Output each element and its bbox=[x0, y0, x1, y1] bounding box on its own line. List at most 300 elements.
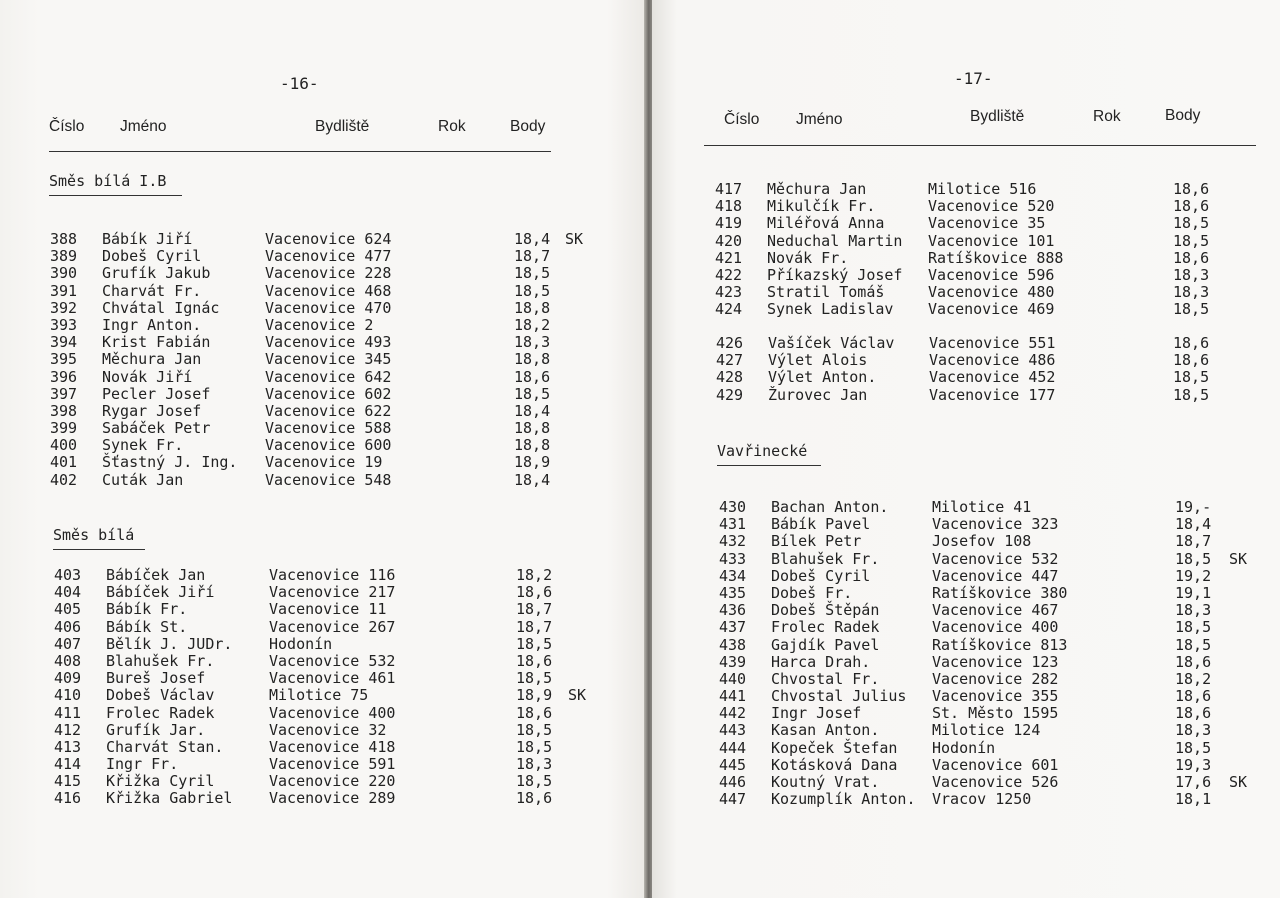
entry-points: 18,3 bbox=[514, 333, 551, 352]
entry-residence: Vracov 1250 bbox=[932, 790, 1032, 809]
entry-residence: Vacenovice 596 bbox=[928, 265, 1055, 284]
entry-number: 438 bbox=[719, 635, 747, 654]
header-points: Body bbox=[1165, 107, 1201, 124]
entry-points: 18,3 bbox=[1175, 601, 1212, 620]
entry-name: Synek Fr. bbox=[102, 436, 184, 455]
entry-points: 18,5 bbox=[516, 669, 553, 688]
table-row bbox=[715, 301, 1275, 318]
entry-number: 426 bbox=[716, 334, 744, 352]
entry-points: 18,5 bbox=[1175, 549, 1212, 568]
entry-list bbox=[50, 231, 610, 489]
entry-points: 18,6 bbox=[1173, 334, 1210, 352]
table-row bbox=[50, 454, 610, 471]
entry-residence: Vacenovice 123 bbox=[932, 652, 1059, 671]
table-row bbox=[719, 551, 1279, 568]
header-residence: Bydliště bbox=[315, 118, 370, 135]
entry-name: Charvát Fr. bbox=[102, 281, 202, 300]
entry-number: 408 bbox=[54, 651, 82, 670]
page-number: -16- bbox=[280, 74, 319, 93]
table-row bbox=[719, 688, 1279, 705]
entry-residence: Vacenovice 526 bbox=[932, 773, 1059, 791]
right-page bbox=[652, 0, 1280, 898]
entry-points: 18,9 bbox=[516, 686, 553, 705]
entry-number: 439 bbox=[719, 652, 747, 671]
table-row bbox=[715, 233, 1275, 250]
entry-name: Harca Drah. bbox=[771, 652, 871, 671]
table-row bbox=[50, 351, 610, 368]
entry-residence: Josefov 108 bbox=[932, 532, 1032, 551]
entry-number: 413 bbox=[54, 737, 82, 756]
entry-points: 18,3 bbox=[1173, 265, 1210, 284]
entry-points: 18,2 bbox=[514, 315, 551, 334]
entry-residence: Ratíškovice 813 bbox=[932, 635, 1068, 654]
entry-name: Bábíček Jan bbox=[106, 566, 206, 584]
entry-residence: Vacenovice 469 bbox=[928, 300, 1055, 319]
entry-residence: Hodonín bbox=[932, 738, 996, 757]
entry-name: Krist Fabián bbox=[102, 333, 211, 352]
entry-name: Vašíček Václav bbox=[768, 334, 895, 352]
entry-name: Výlet Anton. bbox=[768, 368, 877, 387]
entry-residence: Vacenovice 532 bbox=[269, 651, 396, 670]
entry-name: Grufík Jar. bbox=[106, 720, 206, 739]
entry-points: 18,4 bbox=[514, 470, 551, 489]
entry-number: 418 bbox=[715, 197, 743, 216]
entry-points: 18,3 bbox=[1173, 283, 1210, 302]
entry-residence: Vacenovice 355 bbox=[932, 687, 1059, 706]
table-row bbox=[719, 516, 1279, 533]
entry-name: Bábík Jiří bbox=[102, 230, 193, 248]
entry-name: Bábík Pavel bbox=[771, 515, 871, 534]
entry-number: 429 bbox=[716, 385, 744, 404]
entry-residence: Vacenovice 217 bbox=[269, 583, 396, 602]
entry-number: 423 bbox=[715, 283, 743, 302]
entry-name: Novák Jiří bbox=[102, 367, 193, 386]
entry-points: 18,6 bbox=[1175, 687, 1212, 706]
table-row bbox=[54, 687, 614, 704]
entry-number: 444 bbox=[719, 738, 747, 757]
entry-residence: Vacenovice 588 bbox=[265, 419, 392, 438]
entry-residence: Vacenovice 591 bbox=[269, 755, 396, 774]
entry-number: 409 bbox=[54, 669, 82, 688]
header-residence: Bydliště bbox=[970, 108, 1025, 125]
entry-points: 17,6 bbox=[1175, 773, 1212, 791]
entry-points: 18,7 bbox=[514, 247, 551, 266]
entry-residence: Vacenovice 452 bbox=[929, 368, 1056, 387]
section-rule bbox=[53, 549, 145, 550]
entry-number: 399 bbox=[50, 419, 78, 438]
table-row bbox=[719, 705, 1279, 722]
entry-number: 447 bbox=[719, 790, 747, 809]
entry-name: Bureš Josef bbox=[106, 669, 206, 688]
entry-name: Dobeš Václav bbox=[106, 686, 215, 705]
entry-name: Šťastný J. Ing. bbox=[102, 453, 238, 472]
entry-number: 420 bbox=[715, 231, 743, 250]
table-row bbox=[50, 283, 610, 300]
entry-note: SK bbox=[1229, 549, 1248, 568]
entry-name: Kotásková Dana bbox=[771, 755, 898, 774]
entry-points: 18,6 bbox=[1173, 351, 1210, 370]
entry-points: 18,9 bbox=[514, 453, 551, 472]
entry-residence: Vacenovice 548 bbox=[265, 470, 392, 489]
entry-name: Synek Ladislav bbox=[767, 300, 894, 319]
table-row bbox=[719, 740, 1279, 757]
entry-points: 18,5 bbox=[1173, 300, 1210, 319]
table-row bbox=[50, 231, 610, 248]
entry-name: Dobeš Cyril bbox=[102, 247, 202, 266]
entry-name: Blahušek Fr. bbox=[106, 651, 215, 670]
header-year: Rok bbox=[1093, 108, 1121, 125]
entry-number: 437 bbox=[719, 618, 747, 637]
header-number: Číslo bbox=[49, 118, 85, 135]
entry-points: 18,5 bbox=[514, 264, 551, 283]
header-number: Číslo bbox=[724, 111, 760, 128]
entry-name: Pecler Josef bbox=[102, 384, 211, 403]
entry-name: Blahušek Fr. bbox=[771, 549, 880, 568]
entry-points: 18,4 bbox=[1175, 515, 1212, 534]
section-rule bbox=[717, 465, 821, 466]
entry-residence: Vacenovice 220 bbox=[269, 772, 396, 791]
entry-note: SK bbox=[1229, 773, 1248, 791]
entry-name: Charvát Stan. bbox=[106, 737, 224, 756]
entry-residence: Vacenovice 35 bbox=[928, 214, 1046, 233]
entry-name: Bachan Anton. bbox=[771, 498, 889, 516]
entry-residence: Vacenovice 400 bbox=[932, 618, 1059, 637]
entry-residence: Milotice 516 bbox=[928, 180, 1037, 198]
table-row bbox=[54, 756, 614, 773]
table-row bbox=[715, 250, 1275, 267]
entry-points: 18,4 bbox=[514, 401, 551, 420]
entry-name: Mikulčík Fr. bbox=[767, 197, 876, 216]
entry-number: 417 bbox=[715, 180, 743, 198]
entry-name: Kopeček Štefan bbox=[771, 738, 898, 757]
entry-residence: Vacenovice 289 bbox=[269, 789, 396, 808]
entry-name: Dobeš Štěpán bbox=[771, 601, 880, 620]
entry-points: 18,5 bbox=[1175, 738, 1212, 757]
entry-residence: Vacenovice 228 bbox=[265, 264, 392, 283]
entry-points: 18,2 bbox=[1175, 669, 1212, 688]
entry-number: 434 bbox=[719, 566, 747, 585]
table-row bbox=[719, 791, 1279, 808]
table-row bbox=[54, 619, 614, 636]
entry-residence: Vacenovice 447 bbox=[932, 566, 1059, 585]
entry-name: Bábík St. bbox=[106, 617, 188, 636]
table-row bbox=[54, 584, 614, 601]
entry-points: 18,3 bbox=[516, 755, 553, 774]
entry-points: 18,5 bbox=[516, 720, 553, 739]
entry-name: Křižka Cyril bbox=[106, 772, 215, 791]
entry-points: 18,5 bbox=[516, 737, 553, 756]
entry-residence: Vacenovice 101 bbox=[928, 231, 1055, 250]
entry-residence: Vacenovice 32 bbox=[269, 720, 387, 739]
entry-list bbox=[716, 335, 1276, 404]
table-row bbox=[719, 637, 1279, 654]
entry-points: 18,7 bbox=[1175, 532, 1212, 551]
entry-residence: Vacenovice 418 bbox=[269, 737, 396, 756]
entry-name: Frolec Radek bbox=[106, 703, 215, 722]
entry-number: 395 bbox=[50, 350, 78, 369]
table-row bbox=[719, 654, 1279, 671]
entry-number: 436 bbox=[719, 601, 747, 620]
entry-name: Gajdík Pavel bbox=[771, 635, 880, 654]
entry-residence: Vacenovice 345 bbox=[265, 350, 392, 369]
entry-residence: Vacenovice 467 bbox=[932, 601, 1059, 620]
entry-residence: Milotice 41 bbox=[932, 498, 1032, 516]
entry-residence: Vacenovice 11 bbox=[269, 600, 387, 619]
table-row bbox=[54, 790, 614, 807]
entry-points: 18,1 bbox=[1175, 790, 1212, 809]
entry-points: 18,5 bbox=[514, 281, 551, 300]
entry-name: Žurovec Jan bbox=[768, 385, 868, 404]
entry-note: SK bbox=[568, 686, 587, 705]
entry-name: Bílek Petr bbox=[771, 532, 862, 551]
entry-name: Miléřová Anna bbox=[767, 214, 885, 233]
entry-number: 416 bbox=[54, 789, 82, 808]
entry-points: 18,5 bbox=[516, 772, 553, 791]
entry-points: 18,5 bbox=[514, 384, 551, 403]
entry-residence: Vacenovice 642 bbox=[265, 367, 392, 386]
entry-residence: Hodonín bbox=[269, 634, 333, 653]
entry-name: Chvostal Fr. bbox=[771, 669, 880, 688]
entry-points: 18,6 bbox=[1173, 197, 1210, 216]
entry-number: 396 bbox=[50, 367, 78, 386]
entry-name: Kozumplík Anton. bbox=[771, 790, 916, 809]
header-points: Body bbox=[510, 118, 546, 135]
section-title: Směs bílá I.B bbox=[49, 172, 167, 190]
entry-points: 18,5 bbox=[1173, 214, 1210, 233]
entry-residence: Vacenovice 624 bbox=[265, 230, 392, 248]
entry-name: Stratil Tomáš bbox=[767, 283, 885, 302]
entry-residence: Vacenovice 2 bbox=[265, 315, 374, 334]
table-row bbox=[716, 369, 1276, 386]
entry-residence: Vacenovice 486 bbox=[929, 351, 1056, 370]
entry-residence: Vacenovice 600 bbox=[265, 436, 392, 455]
entry-residence: Vacenovice 177 bbox=[929, 385, 1056, 404]
entry-residence: Milotice 75 bbox=[269, 686, 369, 705]
table-row bbox=[716, 387, 1276, 404]
entry-number: 400 bbox=[50, 436, 78, 455]
entry-name: Výlet Alois bbox=[768, 351, 868, 370]
entry-points: 18,5 bbox=[1173, 385, 1210, 404]
entry-residence: Vacenovice 520 bbox=[928, 197, 1055, 216]
entry-note: SK bbox=[565, 230, 584, 248]
section-title: Směs bílá bbox=[53, 526, 135, 544]
entry-number: 441 bbox=[719, 687, 747, 706]
entry-points: 19,- bbox=[1175, 498, 1212, 516]
header-rule bbox=[49, 151, 551, 152]
entry-number: 401 bbox=[50, 453, 78, 472]
table-row bbox=[719, 568, 1279, 585]
header-year: Rok bbox=[438, 118, 466, 135]
entry-points: 19,3 bbox=[1175, 755, 1212, 774]
table-row bbox=[54, 601, 614, 618]
entry-residence: Ratíškovice 888 bbox=[928, 248, 1064, 267]
entry-name: Bábíček Jiří bbox=[106, 583, 215, 602]
section-rule bbox=[49, 195, 182, 196]
entry-name: Měchura Jan bbox=[102, 350, 202, 369]
entry-number: 410 bbox=[54, 686, 82, 705]
entry-number: 389 bbox=[50, 247, 78, 266]
entry-name: Grufík Jakub bbox=[102, 264, 211, 283]
entry-points: 18,5 bbox=[1175, 618, 1212, 637]
entry-residence: Vacenovice 323 bbox=[932, 515, 1059, 534]
entry-points: 18,6 bbox=[1175, 652, 1212, 671]
entry-number: 397 bbox=[50, 384, 78, 403]
entry-residence: Vacenovice 19 bbox=[265, 453, 383, 472]
table-row bbox=[716, 335, 1276, 352]
table-row bbox=[719, 585, 1279, 602]
entry-points: 18,8 bbox=[514, 436, 551, 455]
entry-number: 392 bbox=[50, 298, 78, 317]
entry-points: 18,6 bbox=[1175, 704, 1212, 723]
entry-points: 18,3 bbox=[1175, 721, 1212, 740]
table-row bbox=[50, 403, 610, 420]
entry-points: 18,6 bbox=[516, 703, 553, 722]
header-name: Jméno bbox=[796, 111, 843, 128]
entry-points: 18,8 bbox=[514, 350, 551, 369]
table-row bbox=[719, 774, 1279, 791]
table-row bbox=[715, 215, 1275, 232]
table-row bbox=[50, 317, 610, 334]
entry-number: 433 bbox=[719, 549, 747, 568]
entry-points: 18,6 bbox=[516, 583, 553, 602]
entry-points: 18,5 bbox=[1173, 368, 1210, 387]
entry-number: 390 bbox=[50, 264, 78, 283]
entry-number: 403 bbox=[54, 566, 82, 584]
entry-number: 424 bbox=[715, 300, 743, 319]
header-name: Jméno bbox=[120, 118, 167, 135]
entry-name: Frolec Radek bbox=[771, 618, 880, 637]
entry-points: 19,1 bbox=[1175, 583, 1212, 602]
entry-residence: Vacenovice 622 bbox=[265, 401, 392, 420]
entry-number: 445 bbox=[719, 755, 747, 774]
entry-residence: Vacenovice 493 bbox=[265, 333, 392, 352]
entry-points: 18,6 bbox=[514, 367, 551, 386]
table-row bbox=[719, 602, 1279, 619]
entry-points: 18,6 bbox=[1173, 248, 1210, 267]
entry-list bbox=[54, 567, 614, 808]
entry-residence: Vacenovice 601 bbox=[932, 755, 1059, 774]
entry-residence: Vacenovice 470 bbox=[265, 298, 392, 317]
table-row bbox=[50, 248, 610, 265]
entry-residence: St. Město 1595 bbox=[932, 704, 1059, 723]
entry-name: Měchura Jan bbox=[767, 180, 867, 198]
entry-residence: Vacenovice 477 bbox=[265, 247, 392, 266]
table-row bbox=[54, 773, 614, 790]
entry-number: 442 bbox=[719, 704, 747, 723]
entry-residence: Vacenovice 282 bbox=[932, 669, 1059, 688]
entry-number: 404 bbox=[54, 583, 82, 602]
entry-residence: Vacenovice 267 bbox=[269, 617, 396, 636]
table-row bbox=[54, 653, 614, 670]
table-row bbox=[719, 619, 1279, 636]
table-row bbox=[719, 757, 1279, 774]
entry-number: 419 bbox=[715, 214, 743, 233]
entry-points: 18,5 bbox=[1175, 635, 1212, 654]
entry-name: Koutný Vrat. bbox=[771, 773, 880, 791]
entry-name: Chvátal Ignác bbox=[102, 298, 220, 317]
table-row bbox=[716, 352, 1276, 369]
table-row bbox=[715, 267, 1275, 284]
section-title: Vavřinecké bbox=[717, 442, 808, 460]
entry-number: 422 bbox=[715, 265, 743, 284]
entry-residence: Vacenovice 480 bbox=[928, 283, 1055, 302]
entry-residence: Vacenovice 461 bbox=[269, 669, 396, 688]
entry-name: Neduchal Martin bbox=[767, 231, 903, 250]
table-row bbox=[54, 722, 614, 739]
table-row bbox=[54, 670, 614, 687]
entry-number: 443 bbox=[719, 721, 747, 740]
table-row bbox=[50, 420, 610, 437]
entry-points: 18,5 bbox=[516, 634, 553, 653]
entry-residence: Vacenovice 116 bbox=[269, 566, 396, 584]
entry-name: Ingr Anton. bbox=[102, 315, 202, 334]
table-row bbox=[50, 369, 610, 386]
entry-points: 19,2 bbox=[1175, 566, 1212, 585]
entry-points: 18,8 bbox=[514, 419, 551, 438]
entry-points: 18,8 bbox=[514, 298, 551, 317]
entry-name: Rygar Josef bbox=[102, 401, 202, 420]
entry-number: 394 bbox=[50, 333, 78, 352]
table-row bbox=[50, 472, 610, 489]
entry-name: Novák Fr. bbox=[767, 248, 849, 267]
table-row bbox=[715, 198, 1275, 215]
entry-number: 405 bbox=[54, 600, 82, 619]
entry-points: 18,6 bbox=[1173, 180, 1210, 198]
entry-number: 446 bbox=[719, 773, 747, 791]
table-row bbox=[715, 284, 1275, 301]
entry-points: 18,7 bbox=[516, 600, 553, 619]
table-row bbox=[54, 705, 614, 722]
entry-points: 18,6 bbox=[516, 651, 553, 670]
table-row bbox=[50, 334, 610, 351]
entry-residence: Vacenovice 602 bbox=[265, 384, 392, 403]
entry-number: 402 bbox=[50, 470, 78, 489]
table-row bbox=[719, 499, 1279, 516]
entry-number: 421 bbox=[715, 248, 743, 267]
entry-points: 18,4 bbox=[514, 230, 551, 248]
entry-number: 415 bbox=[54, 772, 82, 791]
table-row bbox=[50, 265, 610, 282]
entry-number: 427 bbox=[716, 351, 744, 370]
header-rule bbox=[704, 145, 1256, 146]
table-row bbox=[715, 181, 1275, 198]
entry-name: Bělík J. JUDr. bbox=[106, 634, 233, 653]
entry-points: 18,2 bbox=[516, 566, 553, 584]
table-row bbox=[719, 671, 1279, 688]
entry-number: 414 bbox=[54, 755, 82, 774]
entry-number: 388 bbox=[50, 230, 78, 248]
table-row bbox=[54, 739, 614, 756]
entry-name: Příkazský Josef bbox=[767, 265, 903, 284]
entry-points: 18,6 bbox=[516, 789, 553, 808]
entry-number: 412 bbox=[54, 720, 82, 739]
entry-number: 407 bbox=[54, 634, 82, 653]
entry-name: Kasan Anton. bbox=[771, 721, 880, 740]
entry-name: Chvostal Julius bbox=[771, 687, 907, 706]
entry-residence: Vacenovice 400 bbox=[269, 703, 396, 722]
entry-name: Dobeš Fr. bbox=[771, 583, 853, 602]
entry-residence: Ratíškovice 380 bbox=[932, 583, 1068, 602]
entry-number: 428 bbox=[716, 368, 744, 387]
entry-number: 411 bbox=[54, 703, 82, 722]
entry-number: 431 bbox=[719, 515, 747, 534]
entry-list bbox=[719, 499, 1279, 808]
entry-number: 430 bbox=[719, 498, 747, 516]
table-row bbox=[50, 300, 610, 317]
entry-name: Ingr Fr. bbox=[106, 755, 179, 774]
entry-points: 18,5 bbox=[1173, 231, 1210, 250]
entry-number: 440 bbox=[719, 669, 747, 688]
